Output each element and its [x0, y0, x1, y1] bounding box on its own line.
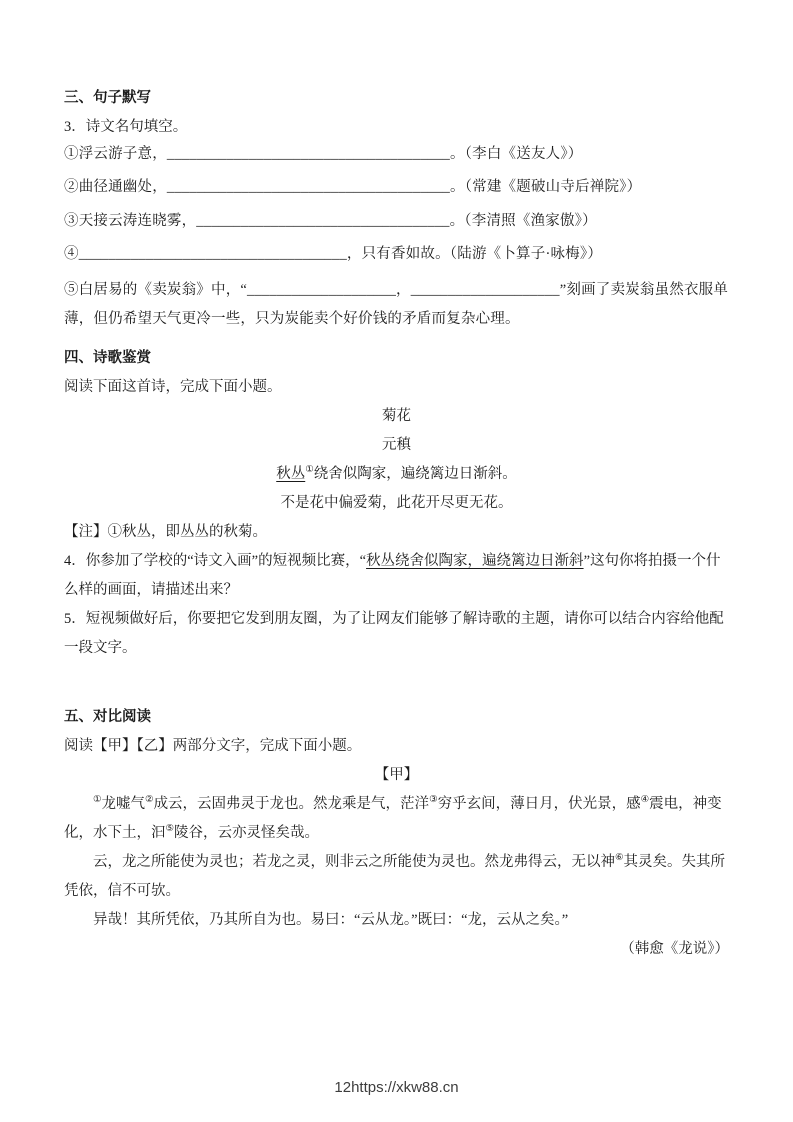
dictation-blank-line-1: ①浮云游子意，______________________________________。（李白《送友人》） — [64, 146, 583, 162]
section-sentence-dictation — [64, 84, 729, 334]
section4-heading: 四、诗歌鉴赏 — [64, 349, 151, 366]
poem-author: 元稹 — [382, 436, 411, 453]
poem-line-2: 不是花中偏爱菊，此花开尽更无花。 — [280, 494, 513, 511]
passage-jia-paragraph-3: 异哉！其所凭依，乃其所自为也。易曰：“云从龙。”既曰：“龙，云从之矣。” — [93, 911, 569, 928]
section3-heading: 三、句子默写 — [64, 90, 151, 106]
page-number: 12 — [334, 1079, 352, 1096]
question-5: 5．短视频做好后，你要把它发到朋友圈，为了让网友们能够了解诗歌的主题，请你可以结合内容给他配一段文字。 — [64, 610, 724, 656]
dictation-blank-line-2: ②曲径通幽处，______________________________________。（常建《题破山寺后禅院》） — [64, 179, 642, 196]
passage-jia-label: 【甲】 — [374, 766, 419, 783]
passage-jia-paragraph-2: 云，龙之所能使为灵也；若龙之灵，则非云之所能使为灵也。然龙弗得云，无以神⑥其灵矣。失其所凭依，信不可欤。 — [64, 852, 726, 899]
poem-note: 【注】①秋丛，即丛丛的秋菊。 — [64, 523, 267, 540]
section-comparative-reading — [64, 703, 729, 964]
section5-heading: 五、对比阅读 — [64, 708, 151, 725]
dictation-blank-line-4: ④____________________________________，只有香如故。（陆游《卜算子·咏梅》） — [64, 246, 603, 263]
passage-source: （韩愈《龙说》） — [620, 940, 729, 957]
page-footer — [64, 1077, 729, 1098]
poem-title: 菊花 — [382, 407, 411, 424]
section4-intro: 阅读下面这首诗，完成下面小题。 — [64, 378, 282, 395]
question-3-intro: 3．诗文名句填空。 — [64, 119, 188, 135]
dictation-blank-line-5: ⑤白居易的《卖炭翁》中，“____________________，____________________”刻画了卖炭翁虽然衣服单薄，但仍希望天气更冷一些，只为炭能卖个好价钱的矛盾而复杂心理。 — [64, 281, 729, 327]
watermark-url: https://xkw88.cn — [351, 1079, 459, 1096]
dictation-blank-line-3: ③天接云涛连晓雾，__________________________________。（李清照《渔家傲》） — [64, 212, 597, 229]
section5-intro: 阅读【甲】【乙】两部分文字，完成下面小题。 — [64, 737, 362, 754]
section-poetry-appreciation — [64, 344, 729, 663]
passage-jia-paragraph-1: ①龙嘘气②成云，云固弗灵于龙也。然龙乘是气，茫洋③穷乎玄间，薄日月，伏光景，感④震电，神变化，水下土，汩⑤陵谷，云亦灵怪矣哉。 — [64, 794, 722, 841]
poem-line-1: 秋丛①绕舍似陶家，遍绕篱边日渐斜。 — [276, 464, 517, 482]
question-4: 4．你参加了学校的“诗文入画”的短视频比赛，“秋丛绕舍似陶家，遍绕篱边日渐斜”这句你将拍摄一个什么样的画面，请描述出来？ — [64, 552, 721, 598]
